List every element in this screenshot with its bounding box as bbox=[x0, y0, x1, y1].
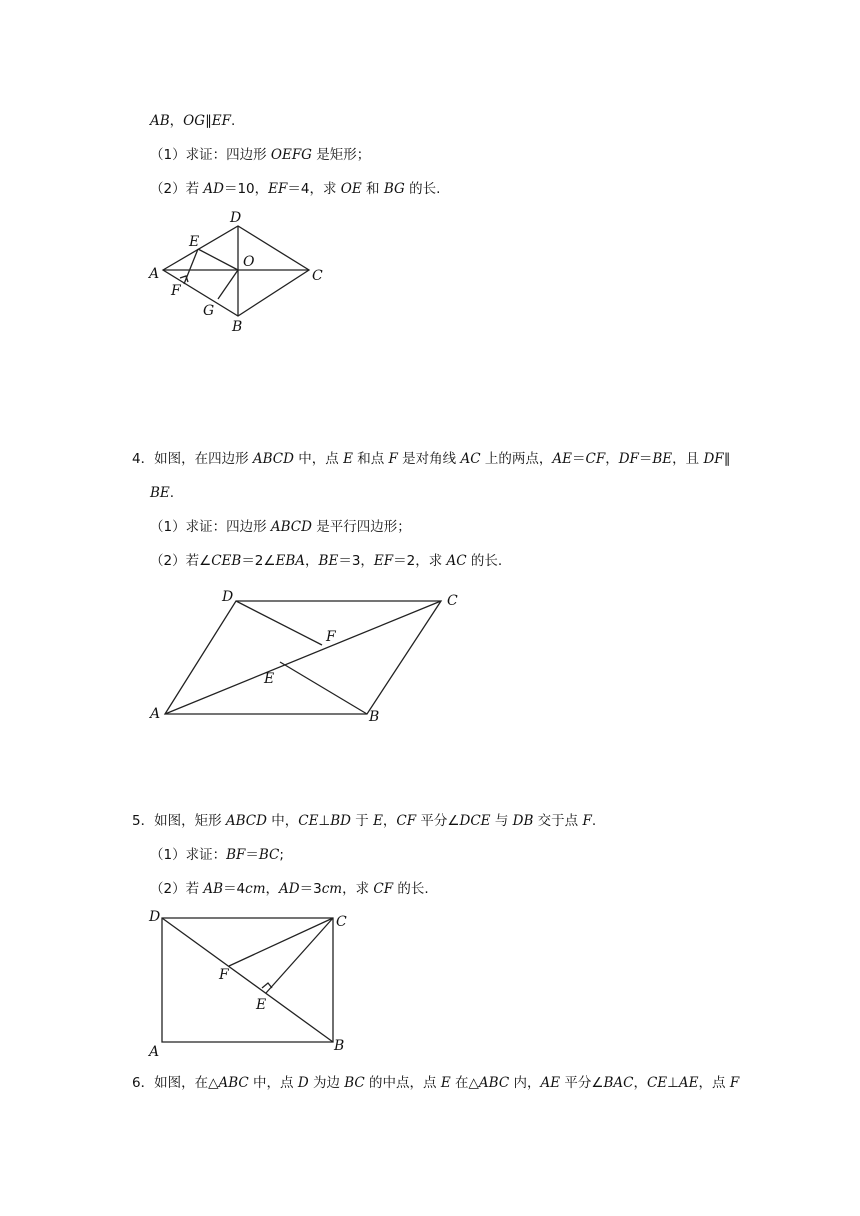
q4-label-c: C bbox=[447, 593, 458, 609]
q4-label-f: F bbox=[326, 629, 336, 645]
q3-label-c: C bbox=[312, 268, 323, 284]
q5-label-f: F bbox=[219, 967, 229, 983]
q3-label-o: O bbox=[243, 254, 255, 270]
q3-label-e: E bbox=[189, 234, 200, 250]
q3-label-f: F bbox=[171, 283, 181, 299]
q3-label-a: A bbox=[149, 266, 160, 282]
q5-diagonal-db bbox=[162, 918, 333, 1042]
q3-label-g: G bbox=[203, 303, 215, 319]
q3-label-d: D bbox=[230, 210, 242, 226]
q5-segment-ce bbox=[266, 918, 333, 993]
q4-label-a: A bbox=[150, 706, 161, 722]
q3-part-2: （2）若 AD＝10，EF＝4，求 OE 和 BG 的长. bbox=[150, 181, 441, 197]
q5-segment-cf bbox=[229, 918, 333, 966]
q3-part-1: （1）求证：四边形 OEFG 是矩形； bbox=[150, 147, 371, 163]
q5-part-2: （2）若 AB＝4cm，AD＝3cm，求 CF 的长. bbox=[150, 881, 429, 897]
q6-statement: 6．如图，在△ABC 中，点 D 为边 BC 的中点，点 E 在△ABC 内，AE 平分∠BAC，CE⊥AE，点 F bbox=[132, 1075, 740, 1091]
q4-statement-line-2: BE. bbox=[150, 485, 175, 501]
q3-label-b: B bbox=[232, 319, 243, 335]
q4-label-d: D bbox=[222, 589, 234, 605]
q4-statement-line-1: 4．如图，在四边形 ABCD 中，点 E 和点 F 是对角线 AC 上的两点，AE＝CF，DF＝BE，且 DF∥ bbox=[132, 451, 731, 467]
q5-label-c: C bbox=[336, 914, 347, 930]
q4-label-b: B bbox=[369, 709, 380, 725]
q5-label-d: D bbox=[149, 909, 161, 925]
q5-statement: 5．如图，矩形 ABCD 中，CE⊥BD 于 E，CF 平分∠DCE 与 DB 交于点 F. bbox=[132, 813, 597, 829]
q3-statement-continuation: AB，OG∥EF. bbox=[150, 113, 236, 129]
q5-label-e: E bbox=[256, 997, 267, 1013]
q5-part-1: （1）求证：BF＝BC; bbox=[150, 847, 284, 863]
q4-part-1: （1）求证：四边形 ABCD 是平行四边形； bbox=[150, 519, 411, 535]
q5-label-b: B bbox=[334, 1038, 345, 1054]
q5-label-a: A bbox=[149, 1044, 160, 1060]
q4-part-2: （2）若∠CEB＝2∠EBA，BE＝3，EF＝2，求 AC 的长. bbox=[150, 553, 503, 569]
q4-label-e: E bbox=[264, 671, 275, 687]
